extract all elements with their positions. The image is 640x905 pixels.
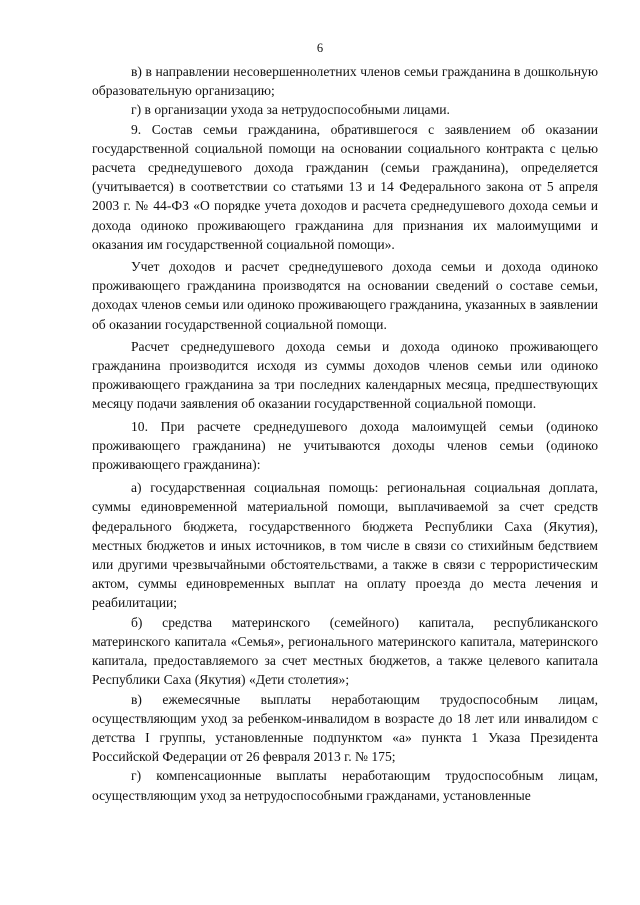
page-number: 6 xyxy=(316,41,324,55)
document-body xyxy=(92,62,598,805)
paragraph-item-g-compensation: г) компенсационные выплаты неработающим трудоспособным лицам, осуществляющим уход за нетрудоспособными гражданами, установленные xyxy=(92,768,598,803)
paragraph-item-v-preschool: в) в направлении несовершеннолетних членов семьи гражданина в дошкольную образовательную организацию; xyxy=(92,64,598,99)
paragraph-income-accounting: Учет доходов и расчет среднедушевого дохода семьи и дохода одиноко проживающего гражданина производятся на основании сведений о составе семьи, доходах членов семьи или одиноко проживающего гражданина, указанных в заявлении об оказании государственной социальной помощи. xyxy=(92,259,598,332)
paragraph-item-v-monthly-payments: в) ежемесячные выплаты неработающим трудоспособным лицам, осуществляющим уход за ребенком-инвалидом в возрасте до 18 лет или инвалидом с детства I группы, установленные подпунктом «а» пункта 1 Указа Президента Российской Федерации от 26 февраля 2013 г. № 175; xyxy=(92,691,598,765)
paragraph-income-calculation: Расчет среднедушевого дохода семьи и дохода одиноко проживающего гражданина производится исходя из суммы доходов членов семьи или одиноко проживающего гражданина за три последних календарных месяца, предшествующих месяцу подачи заявления об оказании государственной социальной помощи. xyxy=(92,338,598,412)
paragraph-item-g-care: г) в организации ухода за нетрудоспособными лицами. xyxy=(131,102,450,118)
paragraph-item-a-social-aid: а) государственная социальная помощь: региональная социальная доплата, суммы единовременной материальной помощи, выплачиваемой за счет средств федерального бюджета, государственного бюджета Республики Саха (Якутия), местных бюджетов и иных источников, в том числе в связи со стихийным бедствием или другими чрезвычайными обстоятельствами, а также в связи с террористическим актом, суммы единовременных выплат на оплату проезда до места лечения и реабилитации; xyxy=(92,480,598,611)
paragraph-item-b-maternity-capital: б) средства материнского (семейного) капитала, республиканского материнского капитала «Семья», регионального материнского капитала, материнского капитала, предоставляемого за счет местных бюджетов, а также целевого капитала Республики Саха (Якутия) «Дети столетия»; xyxy=(92,614,598,688)
paragraph-clause-9: 9. Состав семьи гражданина, обратившегося с заявлением об оказании государственной социальной помощи на основании социального контракта с целью расчета среднедушевого дохода гражданин (семьи гражданина), определяется (учитывается) в соответствии со статьями 13 и 14 Федерального закона от 5 апреля 2003 г. № 44-ФЗ «О порядке учета доходов и расчета среднедушевого дохода семьи и дохода одиноко проживающего гражданина для признания их малоимущими и оказания им государственной социальной помощи». xyxy=(92,121,598,252)
paragraph-clause-10: 10. При расчете среднедушевого дохода малоимущей семьи (одиноко проживающего гражданина) не учитываются доходы членов семьи (одиноко проживающего гражданина): xyxy=(92,418,598,473)
